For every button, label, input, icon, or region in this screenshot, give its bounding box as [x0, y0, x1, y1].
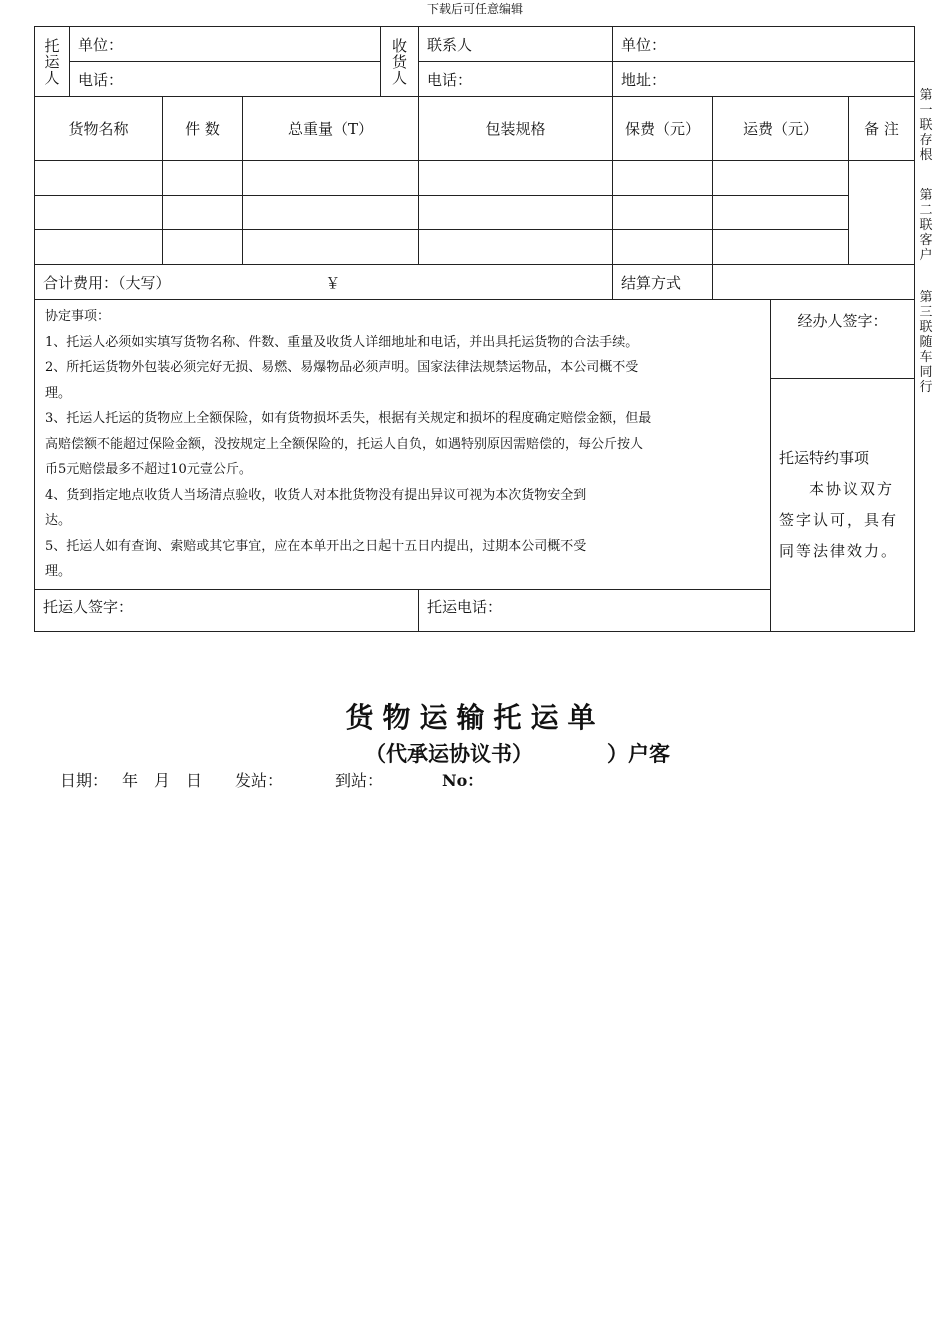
side-label-stub: 第一联存根	[919, 88, 933, 163]
shipper-phone-sign[interactable]: 托运电话：	[419, 589, 771, 631]
cell[interactable]	[35, 161, 163, 196]
col-goods-name: 货物名称	[35, 97, 163, 161]
consignee-address[interactable]: 地址：	[613, 62, 915, 97]
cell[interactable]	[613, 161, 713, 196]
term-line: 理。	[45, 385, 72, 401]
term-line: 达。	[45, 513, 72, 528]
terms-heading: 协定事项：	[45, 309, 111, 324]
cell[interactable]	[613, 196, 713, 230]
number-label: No：	[442, 771, 484, 790]
agreement-terms	[35, 300, 771, 590]
term-line: 4、货到指定地点收货人当场清点验收，收货人对本批货物没有提出异议可视为本次货物安全到	[45, 487, 587, 503]
table-row	[35, 161, 915, 196]
cell[interactable]	[243, 196, 419, 230]
remarks-cell[interactable]	[849, 161, 915, 265]
special-terms	[771, 379, 915, 632]
yen-sign: ￥	[325, 273, 341, 292]
cell[interactable]	[419, 161, 613, 196]
cell[interactable]	[243, 230, 419, 265]
date-label: 日期：	[60, 771, 109, 790]
settlement-value[interactable]	[713, 265, 915, 300]
special-terms-text: 本协议双方签字认可，具有同等法律效力。	[779, 479, 899, 560]
col-insurance: 保费（元）	[613, 97, 713, 161]
total-label: 合计费用：（大写）	[43, 273, 171, 292]
cell[interactable]	[713, 230, 849, 265]
cell[interactable]	[35, 230, 163, 265]
shipper-phone[interactable]: 电话：	[70, 62, 381, 97]
term-line: 高赔偿额不能超过保险金额，没按规定上全额保险的，托运人自负，如遇特别原因需赔偿的，每公斤按人	[45, 436, 644, 452]
page-title: 货物运输托运单	[345, 701, 605, 734]
term-line: 3、托运人托运的货物应上全额保险，如有货物损坏丢失，根据有关规定和损坏的程度确定赔偿金额，但最	[45, 411, 652, 426]
shipper-label: 托运人	[35, 27, 70, 97]
side-label-vehicle: 第三联随车同行	[919, 290, 933, 395]
side-label-customer: 第二联客户	[919, 188, 933, 263]
shipper-signature[interactable]: 托运人签字：	[35, 589, 419, 631]
date-field[interactable]: 年 月 日	[122, 771, 203, 790]
consignee-contact[interactable]: 联系人	[419, 27, 613, 62]
col-weight: 总重量（T）	[243, 97, 419, 161]
col-pieces: 件 数	[163, 97, 243, 161]
cell[interactable]	[243, 161, 419, 196]
col-packaging: 包装规格	[419, 97, 613, 161]
subtitle: （代承运协议书）	[365, 741, 533, 766]
consignment-form	[34, 26, 915, 632]
term-line: 2、所托运货物外包装必须完好无损、易燃、易爆物品必须声明。国家法律法规禁运物品，本公司概不受	[45, 360, 639, 375]
term-line: 5、托运人如有查询、索赔或其它事宜，应在本单开出之日起十五日内提出，过期本公司概不受	[45, 538, 587, 554]
shipper-unit[interactable]: 单位：	[70, 27, 381, 62]
cell[interactable]	[35, 196, 163, 230]
col-remarks: 备 注	[849, 97, 915, 161]
special-terms-title: 托运特约事项	[779, 448, 870, 467]
term-line: 理。	[45, 564, 72, 579]
cell[interactable]	[613, 230, 713, 265]
consignee-label: 收货人	[381, 27, 419, 97]
total-amount[interactable]	[35, 265, 613, 300]
cell[interactable]	[163, 161, 243, 196]
table-row	[35, 230, 915, 265]
from-station[interactable]: 发站：	[235, 771, 284, 790]
col-freight: 运费（元）	[713, 97, 849, 161]
consignee-unit[interactable]: 单位：	[613, 27, 915, 62]
cell[interactable]	[713, 161, 849, 196]
term-line: 币5元赔偿最多不超过10元壹公斤。	[45, 462, 252, 477]
top-note: 下载后可任意编辑	[426, 2, 523, 16]
table-row	[35, 196, 915, 230]
agent-signature[interactable]: 经办人签字：	[771, 300, 915, 379]
cell[interactable]	[163, 196, 243, 230]
cell[interactable]	[419, 196, 613, 230]
cell[interactable]	[419, 230, 613, 265]
term-line: 1、托运人必须如实填写货物名称、件数、重量及收货人详细地址和电话，并出具托运货物的合法手续。	[45, 334, 639, 350]
copy-label: ）户客	[607, 741, 670, 766]
consignee-phone[interactable]: 电话：	[419, 62, 613, 97]
settlement-label: 结算方式	[613, 265, 713, 300]
cell[interactable]	[163, 230, 243, 265]
cell[interactable]	[713, 196, 849, 230]
to-station[interactable]: 到站：	[335, 771, 384, 790]
